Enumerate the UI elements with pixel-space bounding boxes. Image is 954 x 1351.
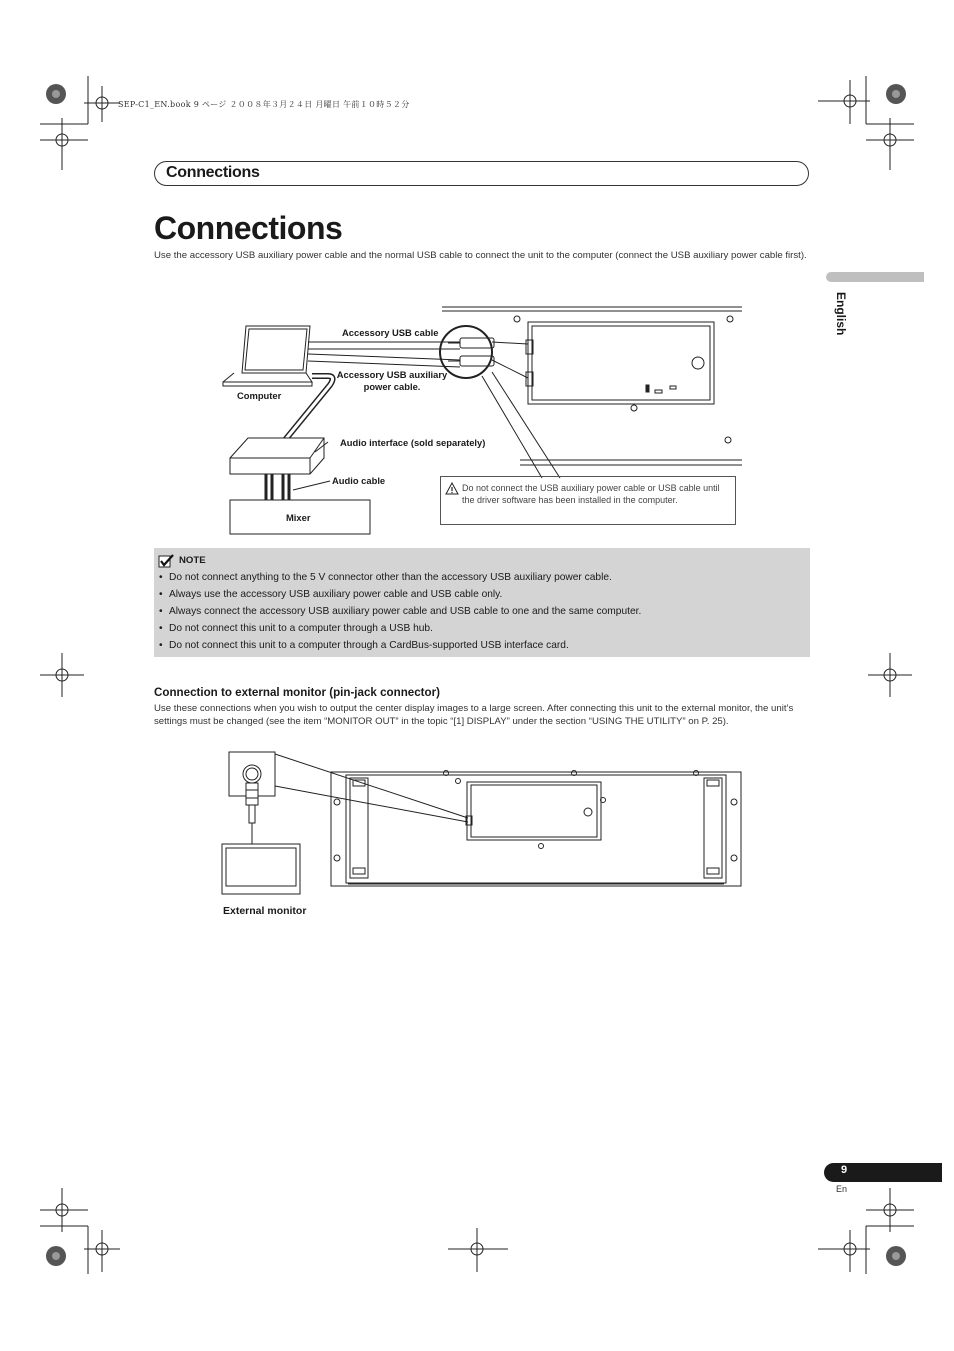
note-item: • Always connect the accessory USB auxiliary power cable and USB cable to one and the same computer. <box>158 603 808 620</box>
warning-icon <box>445 482 459 495</box>
label-usb-aux-line1: Accessory USB auxiliary <box>336 369 448 380</box>
label-accessory-usb-cable: Accessory USB cable <box>342 327 439 338</box>
section-header-bar <box>154 161 809 186</box>
note-list <box>158 569 808 654</box>
note-item: • Do not connect this unit to a computer through a CardBus-supported USB interface card. <box>158 637 808 654</box>
page-language: En <box>836 1184 848 1194</box>
language-tab <box>826 272 924 282</box>
monitor-connection-diagram <box>218 750 748 900</box>
intro-text: Use the accessory USB auxiliary power cable and the normal USB cable to connect the unit to the computer (connect the USB auxiliary power cable first). <box>154 250 807 261</box>
label-audio-interface: Audio interface (sold separately) <box>340 437 486 448</box>
print-header: SEP-C1_EN.book 9 ページ ２００８年３月２４日 月曜日 午前１０時５２分 <box>118 100 410 109</box>
label-usb-aux-line2: power cable. <box>363 381 421 392</box>
warning-text: Do not connect the USB auxiliary power cable or USB cable until the driver software has been installed in the computer. <box>462 483 720 505</box>
note-item: • Do not connect this unit to a computer through a USB hub. <box>158 620 808 637</box>
label-audio-cable: Audio cable <box>332 475 386 486</box>
label-mixer: Mixer <box>286 512 311 523</box>
checkmark-icon <box>158 554 175 568</box>
label-computer: Computer <box>237 390 282 401</box>
note-item: • Always use the accessory USB auxiliary power cable and USB cable only. <box>158 586 808 603</box>
language-label: English <box>834 292 848 336</box>
note-title: NOTE <box>179 555 206 566</box>
monitor-section-heading: Connection to external monitor (pin-jack connector) <box>154 686 440 699</box>
page-title: Connections <box>154 210 343 246</box>
page-number: 9 <box>841 1164 848 1176</box>
section-label: Connections <box>166 164 260 181</box>
label-usb-aux-power-cable <box>322 369 462 393</box>
label-external-monitor: External monitor <box>223 905 307 917</box>
note-item: • Do not connect anything to the 5 V connector other than the accessory USB auxiliary power cable. <box>158 569 808 586</box>
monitor-section-body: Use these connections when you wish to output the center display images to a large screen. After connecting this unit to the external monitor, the unit’s settings must be changed (see the item “MONITOR OUT” in the topic “[1] DISPLAY” under the section “USING THE UTILITY” on P. 25). <box>154 703 794 727</box>
language-label-box <box>826 288 852 348</box>
